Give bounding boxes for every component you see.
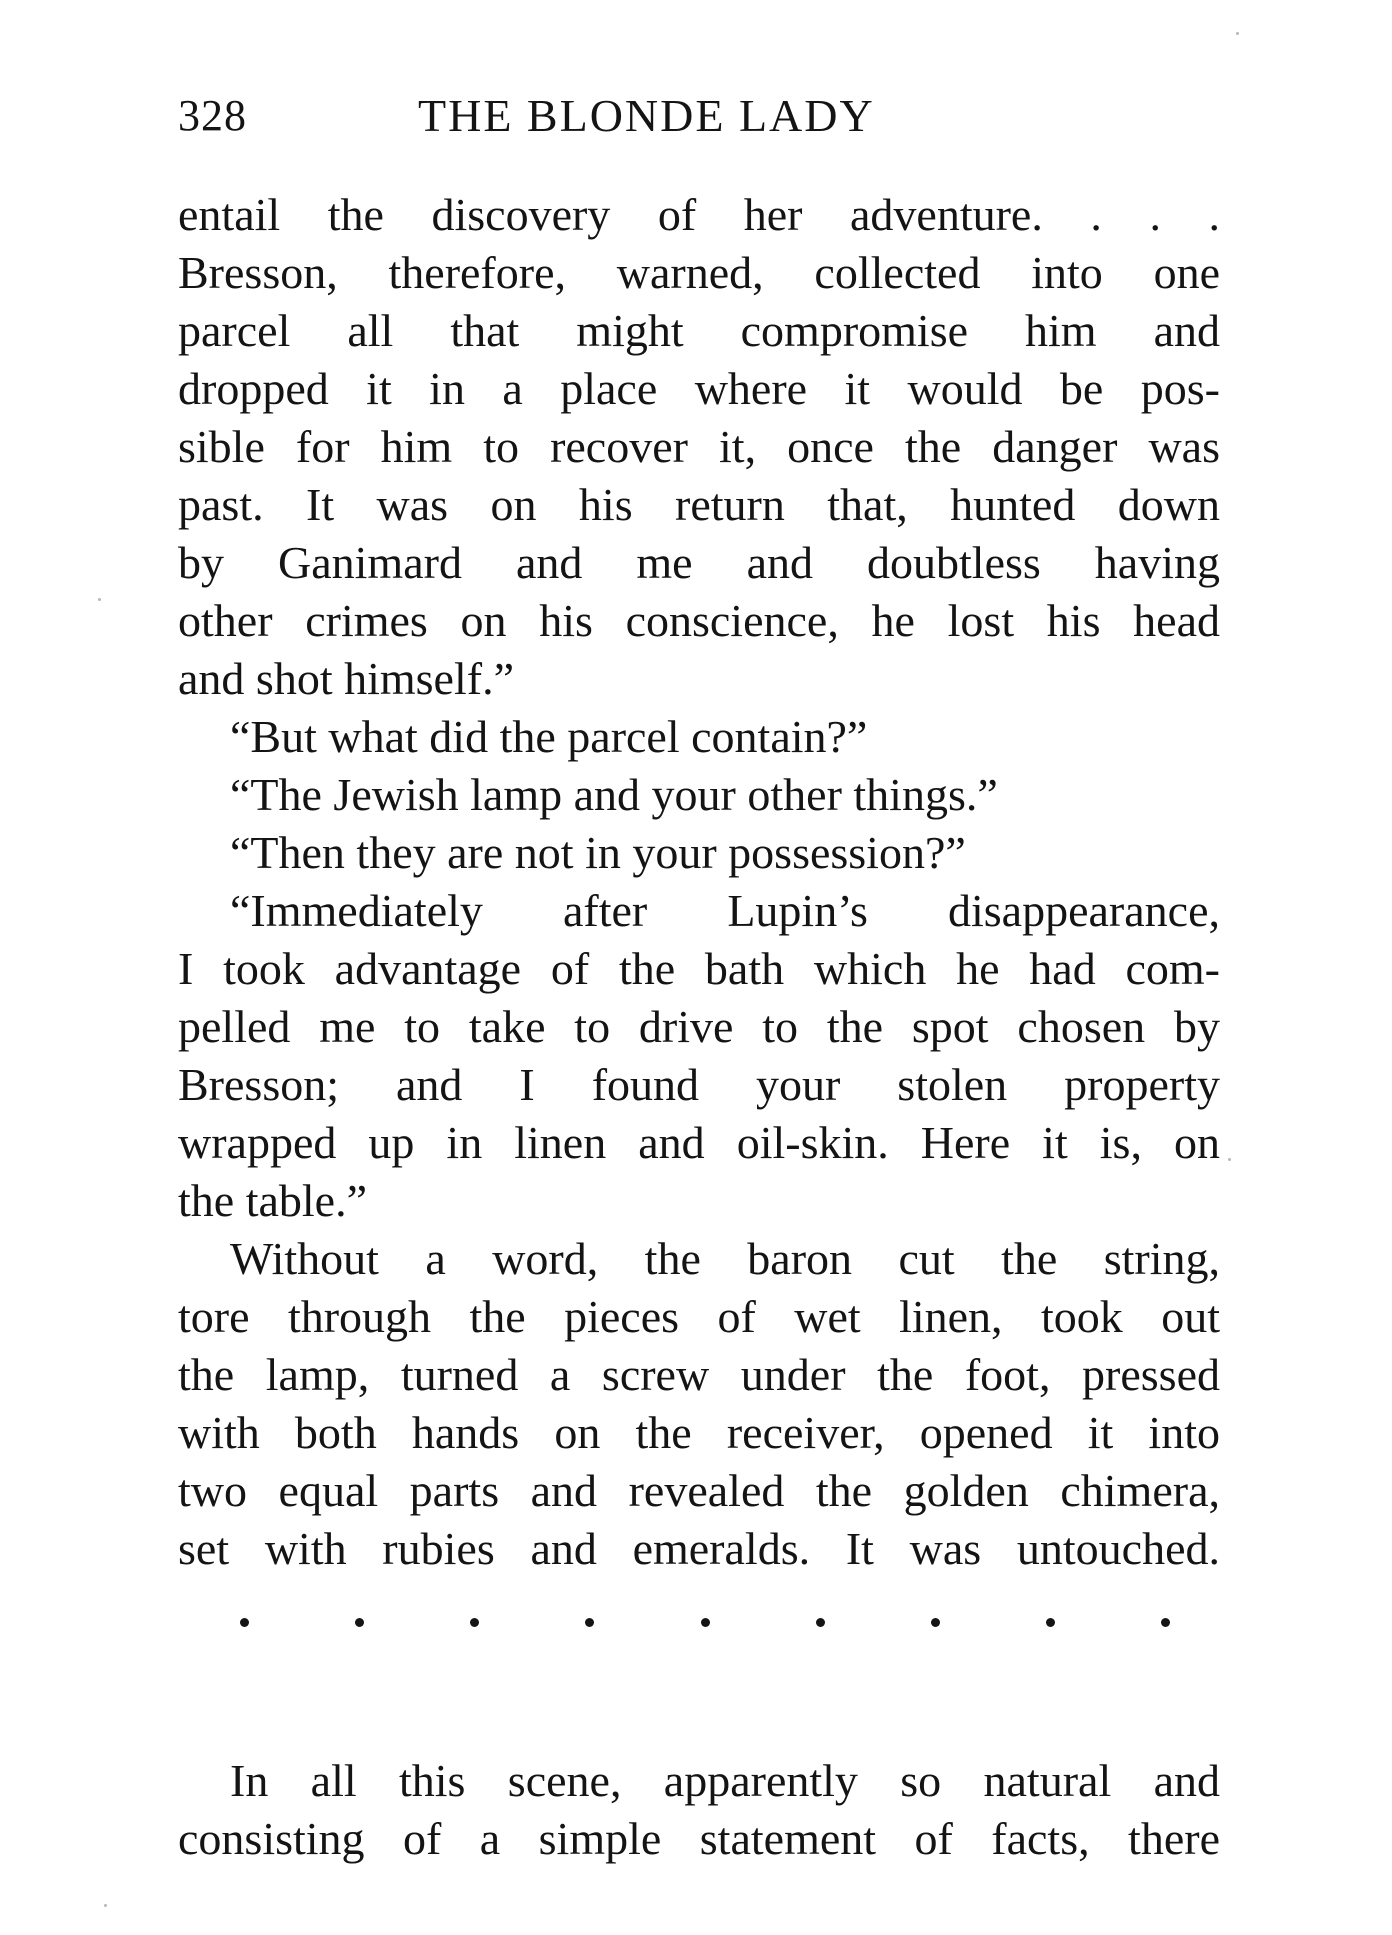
text-line: pelled me to take to drive to the spot chosen by [178, 1001, 1220, 1052]
paragraph-start-line: Without a word, the baron cut the string, [230, 1233, 1220, 1284]
text-line: set with rubies and emeralds. It was untouched. [178, 1523, 1220, 1574]
text-line: tore through the pieces of wet linen, took out [178, 1291, 1220, 1342]
dialogue-line: “The Jewish lamp and your other things.” [230, 769, 998, 820]
section-break-dots [240, 1618, 1170, 1627]
text-line: dropped it in a place where it would be pos- [178, 363, 1220, 414]
scan-speck [98, 598, 101, 601]
dialogue-line: “Immediately after Lupin’s disappearance, [230, 885, 1220, 936]
text-line: past. It was on his return that, hunted down [178, 479, 1220, 530]
section-break-dot [585, 1618, 594, 1627]
section-break-dot [355, 1618, 364, 1627]
text-line: entail the discovery of her adventure. . . . [178, 189, 1220, 240]
scan-speck [104, 1904, 107, 1907]
scan-speck [1228, 1158, 1231, 1161]
dialogue-line: “Then they are not in your possession?” [230, 827, 966, 878]
paragraph-start-line: In all this scene, apparently so natural and [230, 1755, 1220, 1806]
section-break-dot [931, 1618, 940, 1627]
text-line: by Ganimard and me and doubtless having [178, 537, 1220, 588]
page-number: 328 [178, 91, 247, 140]
dialogue-line: “But what did the parcel contain?” [230, 711, 868, 762]
running-header [178, 86, 1220, 146]
text-line: two equal parts and revealed the golden chimera, [178, 1465, 1220, 1516]
text-line: Bresson; and I found your stolen property [178, 1059, 1220, 1110]
text-line: the lamp, turned a screw under the foot, pressed [178, 1349, 1220, 1400]
text-line: I took advantage of the bath which he had com- [178, 943, 1220, 994]
scan-speck [1236, 32, 1239, 35]
text-line: other crimes on his conscience, he lost his head [178, 595, 1220, 646]
body-text [178, 186, 1220, 1578]
text-line: wrapped up in linen and oil-skin. Here it is, on [178, 1117, 1220, 1168]
text-line: consisting of a simple statement of facts, there [178, 1813, 1220, 1864]
text-line: parcel all that might compromise him and [178, 305, 1220, 356]
section-break-dot [1046, 1618, 1055, 1627]
section-break-dot [240, 1618, 249, 1627]
next-section-text [178, 1752, 1220, 1868]
section-break-dot [816, 1618, 825, 1627]
text-line: Bresson, therefore, warned, collected into one [178, 247, 1220, 298]
section-break-dot [701, 1618, 710, 1627]
text-line: sible for him to recover it, once the danger was [178, 421, 1220, 472]
section-break-dot [1161, 1618, 1170, 1627]
text-line: and shot himself.” [178, 653, 514, 704]
section-break-dot [470, 1618, 479, 1627]
text-line: the table.” [178, 1175, 368, 1226]
running-title: THE BLONDE LADY [418, 90, 875, 141]
text-line: with both hands on the receiver, opened it into [178, 1407, 1220, 1458]
